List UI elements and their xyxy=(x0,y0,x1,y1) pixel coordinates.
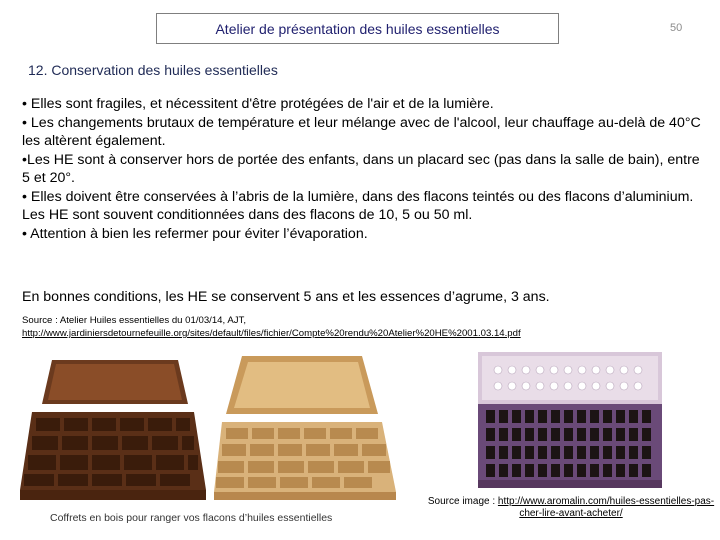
source-link[interactable]: http://www.jardiniersdetournefeuille.org/sites/default/files/fichier/Compte%20rendu%20Atelier%20HE%2001.03.14.pdf xyxy=(22,328,521,339)
conclusion-text: En bonnes conditions, les HE se conservent 5 ans et les essences d’agrume, 3 ans. xyxy=(22,289,550,305)
wooden-box-light-photo xyxy=(212,352,400,504)
source-citation xyxy=(22,314,712,340)
bullet-item: •Les HE sont à conserver hors de portée des enfants, dans un placard sec (pas dans la salle de bain), entre 5 et 20°. xyxy=(22,151,700,186)
bullet-item: • Elles sont fragiles, et nécessitent d'être protégées de l'air et de la lumière. xyxy=(22,96,494,112)
bullet-item: • Elles doivent être conservées à l’abris de la lumière, dans des flacons teintés ou des flacons d’aluminium. Les HE sont souvent conditionnées dans des flacons de 10, 5 ou 50 ml. xyxy=(22,188,694,223)
right-image-caption xyxy=(426,496,716,520)
image-source-label: Source image : xyxy=(427,496,498,507)
source-text: Source : Atelier Huiles essentielles du 01/03/14, AJT, xyxy=(22,315,246,326)
bottle-box-photo xyxy=(478,352,662,488)
image-source-link[interactable]: http://www.aromalin.com/huiles-essentielles-pas-cher-lire-avant-acheter/ xyxy=(497,496,715,519)
bullet-list xyxy=(22,95,706,243)
wooden-box-dark-photo xyxy=(18,352,208,504)
title-box xyxy=(156,13,559,44)
bullet-item: • Les changements brutaux de température et leur mélange avec de l'alcool, leur chauffage au-delà de 40°C les altèrent également. xyxy=(22,114,701,149)
left-image-caption: Coffrets en bois pour ranger vos flacons d’huiles essentielles xyxy=(50,512,333,524)
bullet-item: • Attention à bien les refermer pour éviter l’évaporation. xyxy=(22,225,368,242)
section-heading: 12. Conservation des huiles essentielles xyxy=(28,62,278,78)
slide-title: Atelier de présentation des huiles essentielles xyxy=(215,20,500,37)
page-number: 50 xyxy=(670,22,683,34)
